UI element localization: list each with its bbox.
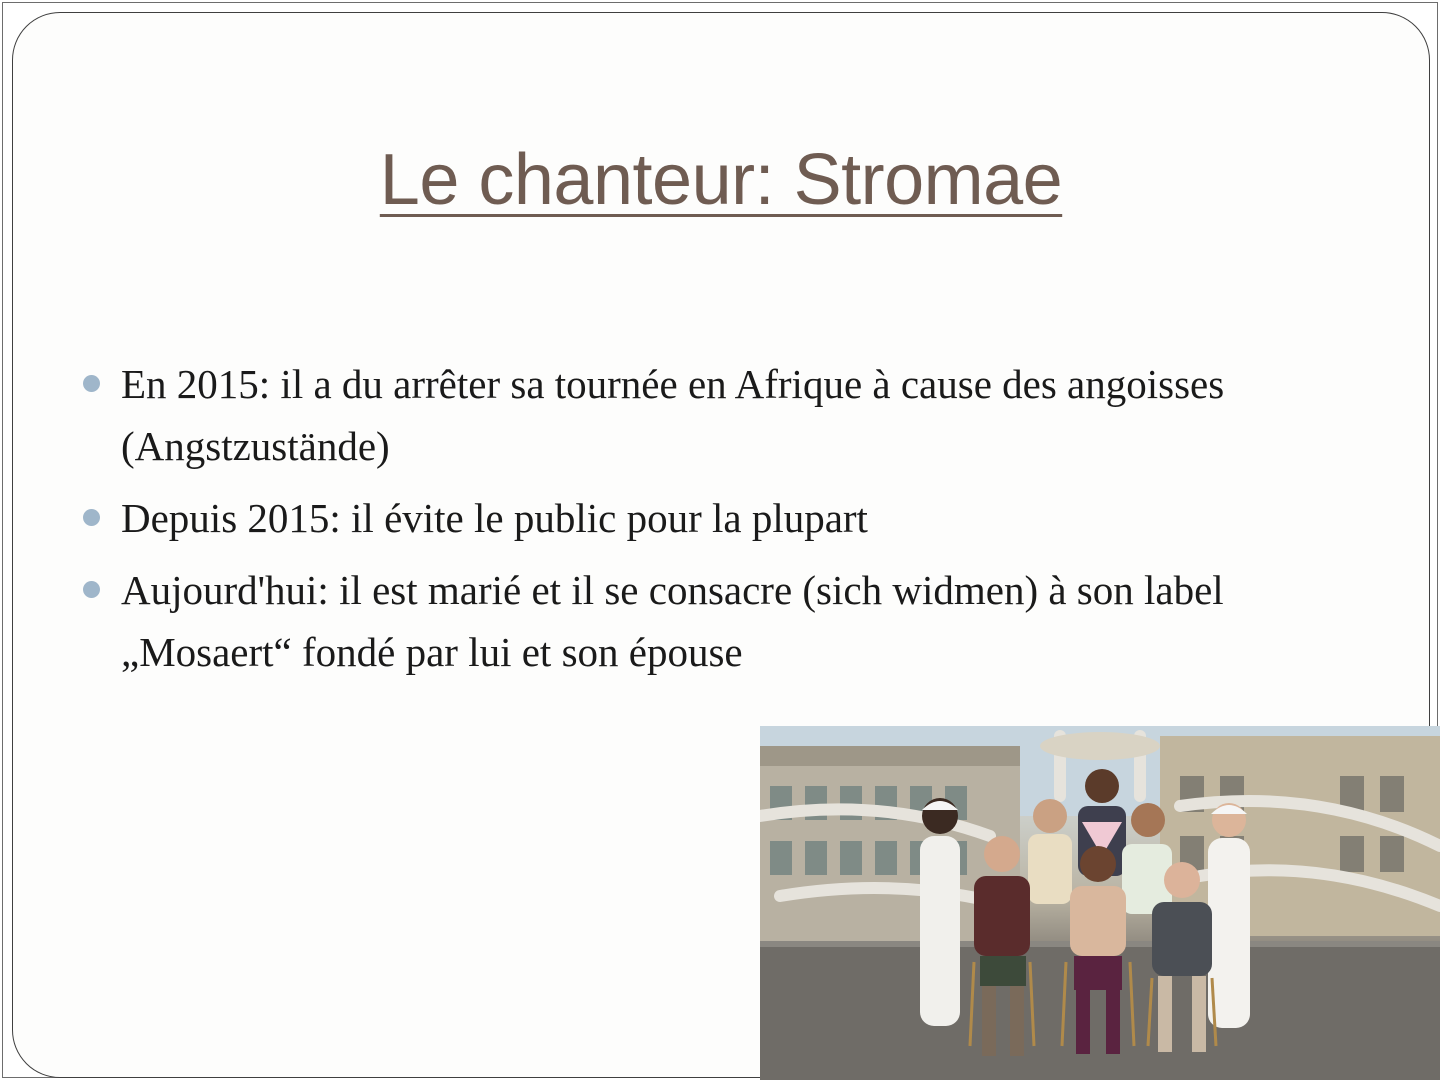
slide-title: Le chanteur: Stromae [379,140,1063,220]
bullet-marker-icon [83,581,100,598]
bullet-item [83,559,1333,683]
bullet-item [83,487,1333,549]
bullet-text: Depuis 2015: il évite le public pour la plupart [121,495,868,541]
bullet-marker-icon [83,375,100,392]
bullet-marker-icon [83,509,100,526]
bullet-list [83,353,1333,693]
group-photo [760,726,1440,1080]
bullet-item [83,353,1333,477]
bullet-text: Aujourd'hui: il est marié et il se consacre (sich widmen) à son label „Mosaert“ fondé par lui et son épouse [121,567,1224,675]
bullet-text: En 2015: il a du arrêter sa tournée en Afrique à cause des angoisses (Angstzustände) [121,361,1225,469]
group-photo-illustration [760,726,1440,1080]
